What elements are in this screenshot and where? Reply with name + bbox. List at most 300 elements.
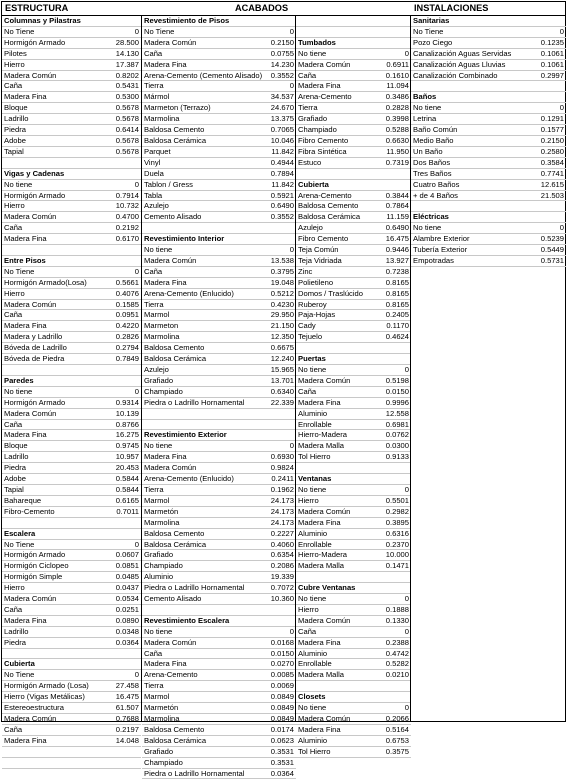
item-label: Madera Común: [298, 59, 351, 69]
item-value: 0.3486: [385, 92, 409, 102]
item-label: Madera Común: [4, 408, 57, 418]
table-row: [2, 638, 141, 649]
item-label: Tres Baños: [413, 168, 452, 178]
item-label: Azulejo: [298, 223, 323, 233]
table-row: [2, 289, 141, 300]
item-label: Fibra Sintética: [298, 146, 347, 156]
item-label: Enrollable: [298, 419, 332, 429]
table-row: [2, 485, 141, 496]
item-value: 0.0270: [270, 659, 294, 669]
item-value: 0.0762: [385, 430, 409, 440]
section-heading: Revestimiento Exterior: [144, 430, 227, 440]
item-value: 0.3575: [385, 746, 409, 756]
item-value: 0.3795: [270, 266, 294, 276]
table-row: [142, 638, 296, 649]
table-row: [142, 518, 296, 529]
item-label: Domos / Traslúcido: [298, 288, 363, 298]
table-row: [411, 245, 566, 256]
item-label: Caña: [298, 626, 317, 636]
table-row: [2, 583, 141, 594]
item-value: 10.957: [115, 452, 139, 462]
section-heading-row: [2, 16, 141, 27]
item-value: 0.6165: [115, 495, 139, 505]
item-value: 0.0300: [385, 441, 409, 451]
item-value: 29.950: [270, 310, 294, 320]
item-label: Madera Común: [4, 714, 57, 723]
item-label: Caña: [144, 266, 163, 276]
table-row: [296, 332, 411, 343]
section-heading-row: [296, 583, 411, 594]
item-label: Cemento Alisado: [144, 594, 202, 604]
table-row: [2, 681, 141, 692]
table-row: [296, 387, 411, 398]
item-label: Caña: [4, 81, 23, 91]
table-row: [2, 343, 141, 354]
item-value: 0.0890: [115, 615, 139, 625]
item-label: No Tiene: [4, 26, 35, 36]
item-value: 0.1471: [385, 561, 409, 571]
table-row: [142, 256, 296, 267]
item-label: Aluminio: [298, 528, 328, 538]
item-label: Canalización Combinado: [413, 70, 498, 80]
table-row: [2, 147, 141, 158]
table-row: [296, 420, 411, 431]
table-row: [142, 681, 296, 692]
item-value: 0.1585: [115, 299, 139, 309]
item-value: 0.2826: [115, 332, 139, 342]
item-value: 0.1330: [385, 615, 409, 625]
item-label: Grafiado: [144, 375, 174, 385]
item-label: Tablon / Gress: [144, 179, 193, 189]
item-value: 0.3552: [270, 70, 294, 80]
item-label: No tiene: [144, 626, 173, 636]
item-value: 22.339: [270, 397, 294, 407]
table-row: [2, 201, 141, 212]
table-row: [2, 191, 141, 202]
item-label: Fibro-Cemento: [4, 506, 55, 516]
item-value: 0: [289, 441, 294, 451]
item-label: Azulejo: [144, 365, 169, 374]
item-label: Hormigón Armado: [4, 550, 66, 560]
table-row: [2, 234, 141, 245]
section-heading: Escalera: [4, 528, 36, 538]
table-row: [296, 430, 411, 441]
item-label: Bóveda de Ladrillo: [4, 343, 67, 353]
header-instalaciones: INSTALACIONES: [414, 3, 489, 13]
item-label: Tierra: [144, 299, 164, 309]
item-value: 0: [559, 26, 564, 36]
item-value: 0.5449: [540, 245, 564, 255]
table-row: [411, 169, 566, 180]
table-row: [411, 147, 566, 158]
item-label: No tiene: [298, 703, 327, 713]
table-row: [142, 703, 296, 714]
table-row: [2, 60, 141, 71]
table-row: [2, 49, 141, 60]
item-label: No tiene: [413, 223, 442, 233]
item-value: 12.558: [385, 408, 409, 418]
item-value: 15.965: [270, 365, 294, 374]
item-value: 16.475: [115, 692, 139, 702]
table-row: [2, 670, 141, 681]
header-acabados: ACABADOS: [235, 3, 289, 13]
table-row: [142, 627, 296, 638]
item-label: Madera Fina: [4, 430, 47, 440]
item-label: Vinyl: [144, 157, 161, 167]
item-value: 0.0851: [115, 561, 139, 571]
item-label: Caña: [298, 386, 317, 396]
table-row: [142, 289, 296, 300]
table-row: [142, 278, 296, 289]
table-row: [296, 561, 411, 572]
item-value: 0: [134, 26, 139, 36]
table-row: [2, 550, 141, 561]
section-heading-row: [296, 692, 411, 703]
item-label: No tiene: [4, 386, 33, 396]
table-row: [296, 256, 411, 267]
section-heading: Sanitarias: [413, 16, 450, 25]
item-label: Grafiado: [144, 550, 174, 560]
table-row: [142, 769, 296, 779]
item-label: Ladrillo: [4, 452, 29, 462]
blank-row: [2, 245, 141, 256]
table-row: [142, 452, 296, 463]
item-label: Madera Común: [4, 594, 57, 604]
item-value: 0.2066: [385, 714, 409, 723]
item-value: 0.0849: [270, 714, 294, 723]
item-label: Marmeton: [144, 321, 179, 331]
item-value: 0.5731: [540, 255, 564, 265]
item-value: 0.3531: [270, 757, 294, 767]
table-row: [296, 71, 411, 82]
item-value: 24.173: [270, 517, 294, 527]
table-row: [296, 496, 411, 507]
item-label: Aluminio: [298, 408, 328, 418]
item-label: Paja-Hojas: [298, 310, 336, 320]
item-value: 0.9745: [115, 441, 139, 451]
table-row: [142, 136, 296, 147]
item-value: 0.0849: [270, 703, 294, 713]
item-label: Marmol: [144, 310, 170, 320]
item-value: 0.0348: [115, 626, 139, 636]
item-label: Tol Hierro: [298, 746, 331, 756]
section-heading: Eléctricas: [413, 212, 449, 222]
item-label: Madera Común: [298, 714, 351, 723]
item-value: 28.500: [115, 37, 139, 47]
item-label: Baldosa Cerámica: [144, 354, 207, 364]
item-value: 0.2405: [385, 310, 409, 320]
item-value: 0.0085: [270, 670, 294, 680]
table-row: [142, 343, 296, 354]
item-label: Arena-Cemento (Enlucido): [144, 474, 234, 484]
table-row: [296, 103, 411, 114]
column-estructura: [2, 16, 141, 745]
item-value: 0.7072: [270, 583, 294, 593]
blank-row: [296, 169, 411, 180]
table-row: [2, 430, 141, 441]
item-label: Arena-Cemento: [144, 670, 198, 680]
item-value: 0.6753: [385, 735, 409, 745]
table-row: [2, 103, 141, 114]
table-row: [142, 27, 296, 38]
item-value: 0: [559, 103, 564, 113]
table-row: [411, 223, 566, 234]
item-value: 0.0364: [270, 768, 294, 778]
item-label: Mármol: [144, 92, 170, 102]
item-label: Alambre Exterior: [413, 234, 470, 244]
item-label: Madera Común: [298, 375, 351, 385]
table-row: [142, 92, 296, 103]
item-label: Aluminio: [144, 572, 174, 582]
item-value: 0.1061: [540, 48, 564, 58]
table-row: [296, 485, 411, 496]
item-value: 0.9314: [115, 397, 139, 407]
item-label: Madera Común: [144, 463, 197, 473]
item-value: 21.503: [540, 190, 564, 200]
item-value: 0: [404, 703, 409, 713]
section-heading-row: [411, 212, 566, 223]
item-value: 0.3584: [540, 157, 564, 167]
table-row: [142, 550, 296, 561]
item-value: 0.4076: [115, 288, 139, 298]
table-row: [2, 452, 141, 463]
table-row: [2, 572, 141, 583]
item-value: 0.1235: [540, 37, 564, 47]
item-value: 0.6981: [385, 419, 409, 429]
table-row: [296, 49, 411, 60]
item-value: 21.150: [270, 321, 294, 331]
item-label: No tiene: [298, 594, 327, 604]
item-value: 20.453: [115, 463, 139, 473]
item-label: Enrollable: [298, 659, 332, 669]
item-label: Marmolina: [144, 714, 180, 723]
table-row: [2, 81, 141, 92]
table-row: [296, 638, 411, 649]
table-row: [142, 463, 296, 474]
item-label: Arena-Cemento (Enlucido): [144, 288, 234, 298]
item-label: Letrina: [413, 114, 437, 124]
item-label: Baldosa Cerámica: [144, 135, 207, 145]
item-label: Estuco: [298, 157, 322, 167]
item-label: + de 4 Baños: [413, 190, 458, 200]
item-label: Madera Fina: [144, 59, 187, 69]
table-row: [142, 496, 296, 507]
table-row: [296, 81, 411, 92]
item-label: No tiene: [298, 484, 327, 494]
section-heading: Vigas y Cadenas: [4, 168, 65, 178]
item-label: Champiado: [144, 757, 183, 767]
table-row: [142, 670, 296, 681]
item-value: 0: [289, 26, 294, 36]
blank-row: [296, 572, 411, 583]
item-label: Baldosa Cerámica: [298, 212, 361, 222]
table-row: [142, 212, 296, 223]
item-label: Madera Malla: [298, 561, 345, 571]
item-label: Champiado: [144, 561, 183, 571]
item-value: 0.7065: [270, 125, 294, 135]
item-value: 0.6170: [115, 234, 139, 244]
item-value: 0.9446: [385, 245, 409, 255]
item-label: Aluminio: [298, 648, 328, 658]
item-value: 0.6675: [270, 343, 294, 353]
section-heading-row: [142, 234, 296, 245]
table-row: [142, 529, 296, 540]
table-row: [2, 136, 141, 147]
table-row: [2, 474, 141, 485]
section-heading-row: [142, 616, 296, 627]
item-label: Hierro-Madera: [298, 550, 347, 560]
item-value: 0.5431: [115, 81, 139, 91]
item-label: Grafiado: [298, 114, 328, 124]
table-row: [296, 376, 411, 387]
table-row: [2, 321, 141, 332]
table-row: [2, 703, 141, 714]
item-label: Canalización Aguas Servidas: [413, 48, 512, 58]
item-value: 0.0210: [385, 670, 409, 680]
table-row: [142, 38, 296, 49]
item-label: Piedra: [4, 463, 26, 473]
table-row: [296, 310, 411, 321]
item-label: Fibro Cemento: [298, 234, 349, 244]
table-row: [142, 201, 296, 212]
item-value: 0.0485: [115, 572, 139, 582]
item-value: 0.7688: [115, 714, 139, 723]
item-value: 0.6911: [386, 59, 409, 69]
item-label: Madera Fina: [4, 234, 47, 244]
blank-row: [2, 365, 141, 376]
item-value: 0.9133: [385, 452, 409, 462]
item-label: Caña: [144, 48, 163, 58]
table-row: [2, 561, 141, 572]
item-label: Madera Fina: [298, 724, 341, 734]
item-label: Marmol: [144, 692, 170, 702]
table-row: [411, 71, 566, 82]
table-row: [142, 169, 296, 180]
section-heading-row: [296, 38, 411, 49]
table-row: [142, 561, 296, 572]
item-value: 0: [134, 670, 139, 680]
table-row: [296, 267, 411, 278]
item-value: 0: [404, 48, 409, 58]
item-label: Dos Baños: [413, 157, 451, 167]
item-label: Adobe: [4, 474, 26, 484]
item-value: 0.7741: [540, 168, 564, 178]
table-row: [2, 736, 141, 747]
table-row: [142, 747, 296, 758]
item-value: 0.1962: [270, 484, 294, 494]
item-label: Champiado: [144, 386, 183, 396]
item-value: 0.1610: [385, 70, 409, 80]
table-row: [2, 409, 141, 420]
item-value: 0.2086: [270, 561, 294, 571]
table-header: [2, 2, 565, 16]
blank-row: [411, 81, 566, 92]
item-value: 13.538: [270, 255, 294, 265]
table-row: [411, 114, 566, 125]
item-value: 0.5844: [115, 474, 139, 484]
table-row: [2, 627, 141, 638]
item-label: Bloque: [4, 441, 28, 451]
table-row: [411, 27, 566, 38]
item-label: Polietileno: [298, 277, 334, 287]
item-label: Madera y Ladrillo: [4, 332, 63, 342]
item-label: Madera Fina: [298, 517, 341, 527]
item-label: Hormigón Armado: [4, 397, 66, 407]
item-value: 0.2197: [115, 724, 139, 734]
item-label: Enrollable: [298, 539, 332, 549]
item-label: Madera Fina: [298, 637, 341, 647]
item-value: 11.842: [271, 179, 294, 189]
item-label: Adobe: [4, 135, 26, 145]
item-label: Fibro Cemento: [298, 135, 349, 145]
item-label: Madera Común: [144, 637, 197, 647]
item-value: 0.3895: [385, 517, 409, 527]
table-row: [142, 191, 296, 202]
item-label: Madera Común: [298, 506, 351, 516]
item-value: 0.7849: [115, 354, 139, 364]
item-label: No tiene: [298, 365, 327, 374]
section-heading: Puertas: [298, 354, 326, 364]
item-value: 0.7238: [385, 266, 409, 276]
table-row: [142, 49, 296, 60]
blank-row: [142, 223, 296, 234]
table-row: [296, 747, 411, 758]
item-value: 0.2227: [270, 528, 294, 538]
item-label: Hormigón Simple: [4, 572, 63, 582]
table-row: [2, 300, 141, 311]
item-label: Azulejo: [144, 201, 169, 211]
section-heading: Revestimiento Interior: [144, 234, 225, 244]
table-row: [142, 310, 296, 321]
item-label: Madera Fina: [4, 615, 47, 625]
column-instalaciones: [410, 16, 566, 721]
table-row: [142, 736, 296, 747]
item-label: Madera Malla: [298, 670, 345, 680]
table-row: [2, 114, 141, 125]
item-label: Tierra: [144, 484, 164, 494]
table-row: [2, 398, 141, 409]
item-value: 0.2828: [385, 103, 409, 113]
item-value: 12.615: [540, 179, 564, 189]
table-row: [2, 125, 141, 136]
item-value: 0: [134, 386, 139, 396]
table-row: [296, 398, 411, 409]
table-row: [142, 245, 296, 256]
item-value: 14.230: [270, 59, 294, 69]
item-label: Ruberoy: [298, 299, 327, 309]
table-row: [2, 212, 141, 223]
column-acabados-2: [295, 16, 411, 756]
table-row: [296, 507, 411, 518]
item-label: Madera Malla: [298, 441, 345, 451]
blank-row: [2, 518, 141, 529]
item-value: 0.3531: [270, 746, 294, 756]
blank-row: [142, 409, 296, 420]
table-row: [296, 201, 411, 212]
table-row: [2, 725, 141, 736]
item-value: 0.5239: [540, 234, 564, 244]
section-heading: Paredes: [4, 375, 34, 385]
table-row: [142, 441, 296, 452]
blank-row: [2, 758, 141, 769]
blank-row: [2, 649, 141, 660]
table-row: [411, 158, 566, 169]
table-row: [2, 594, 141, 605]
item-value: 0.4230: [270, 299, 294, 309]
item-label: Caña: [4, 310, 23, 320]
item-label: Parquet: [144, 146, 171, 156]
item-label: Madera Fina: [4, 735, 47, 745]
